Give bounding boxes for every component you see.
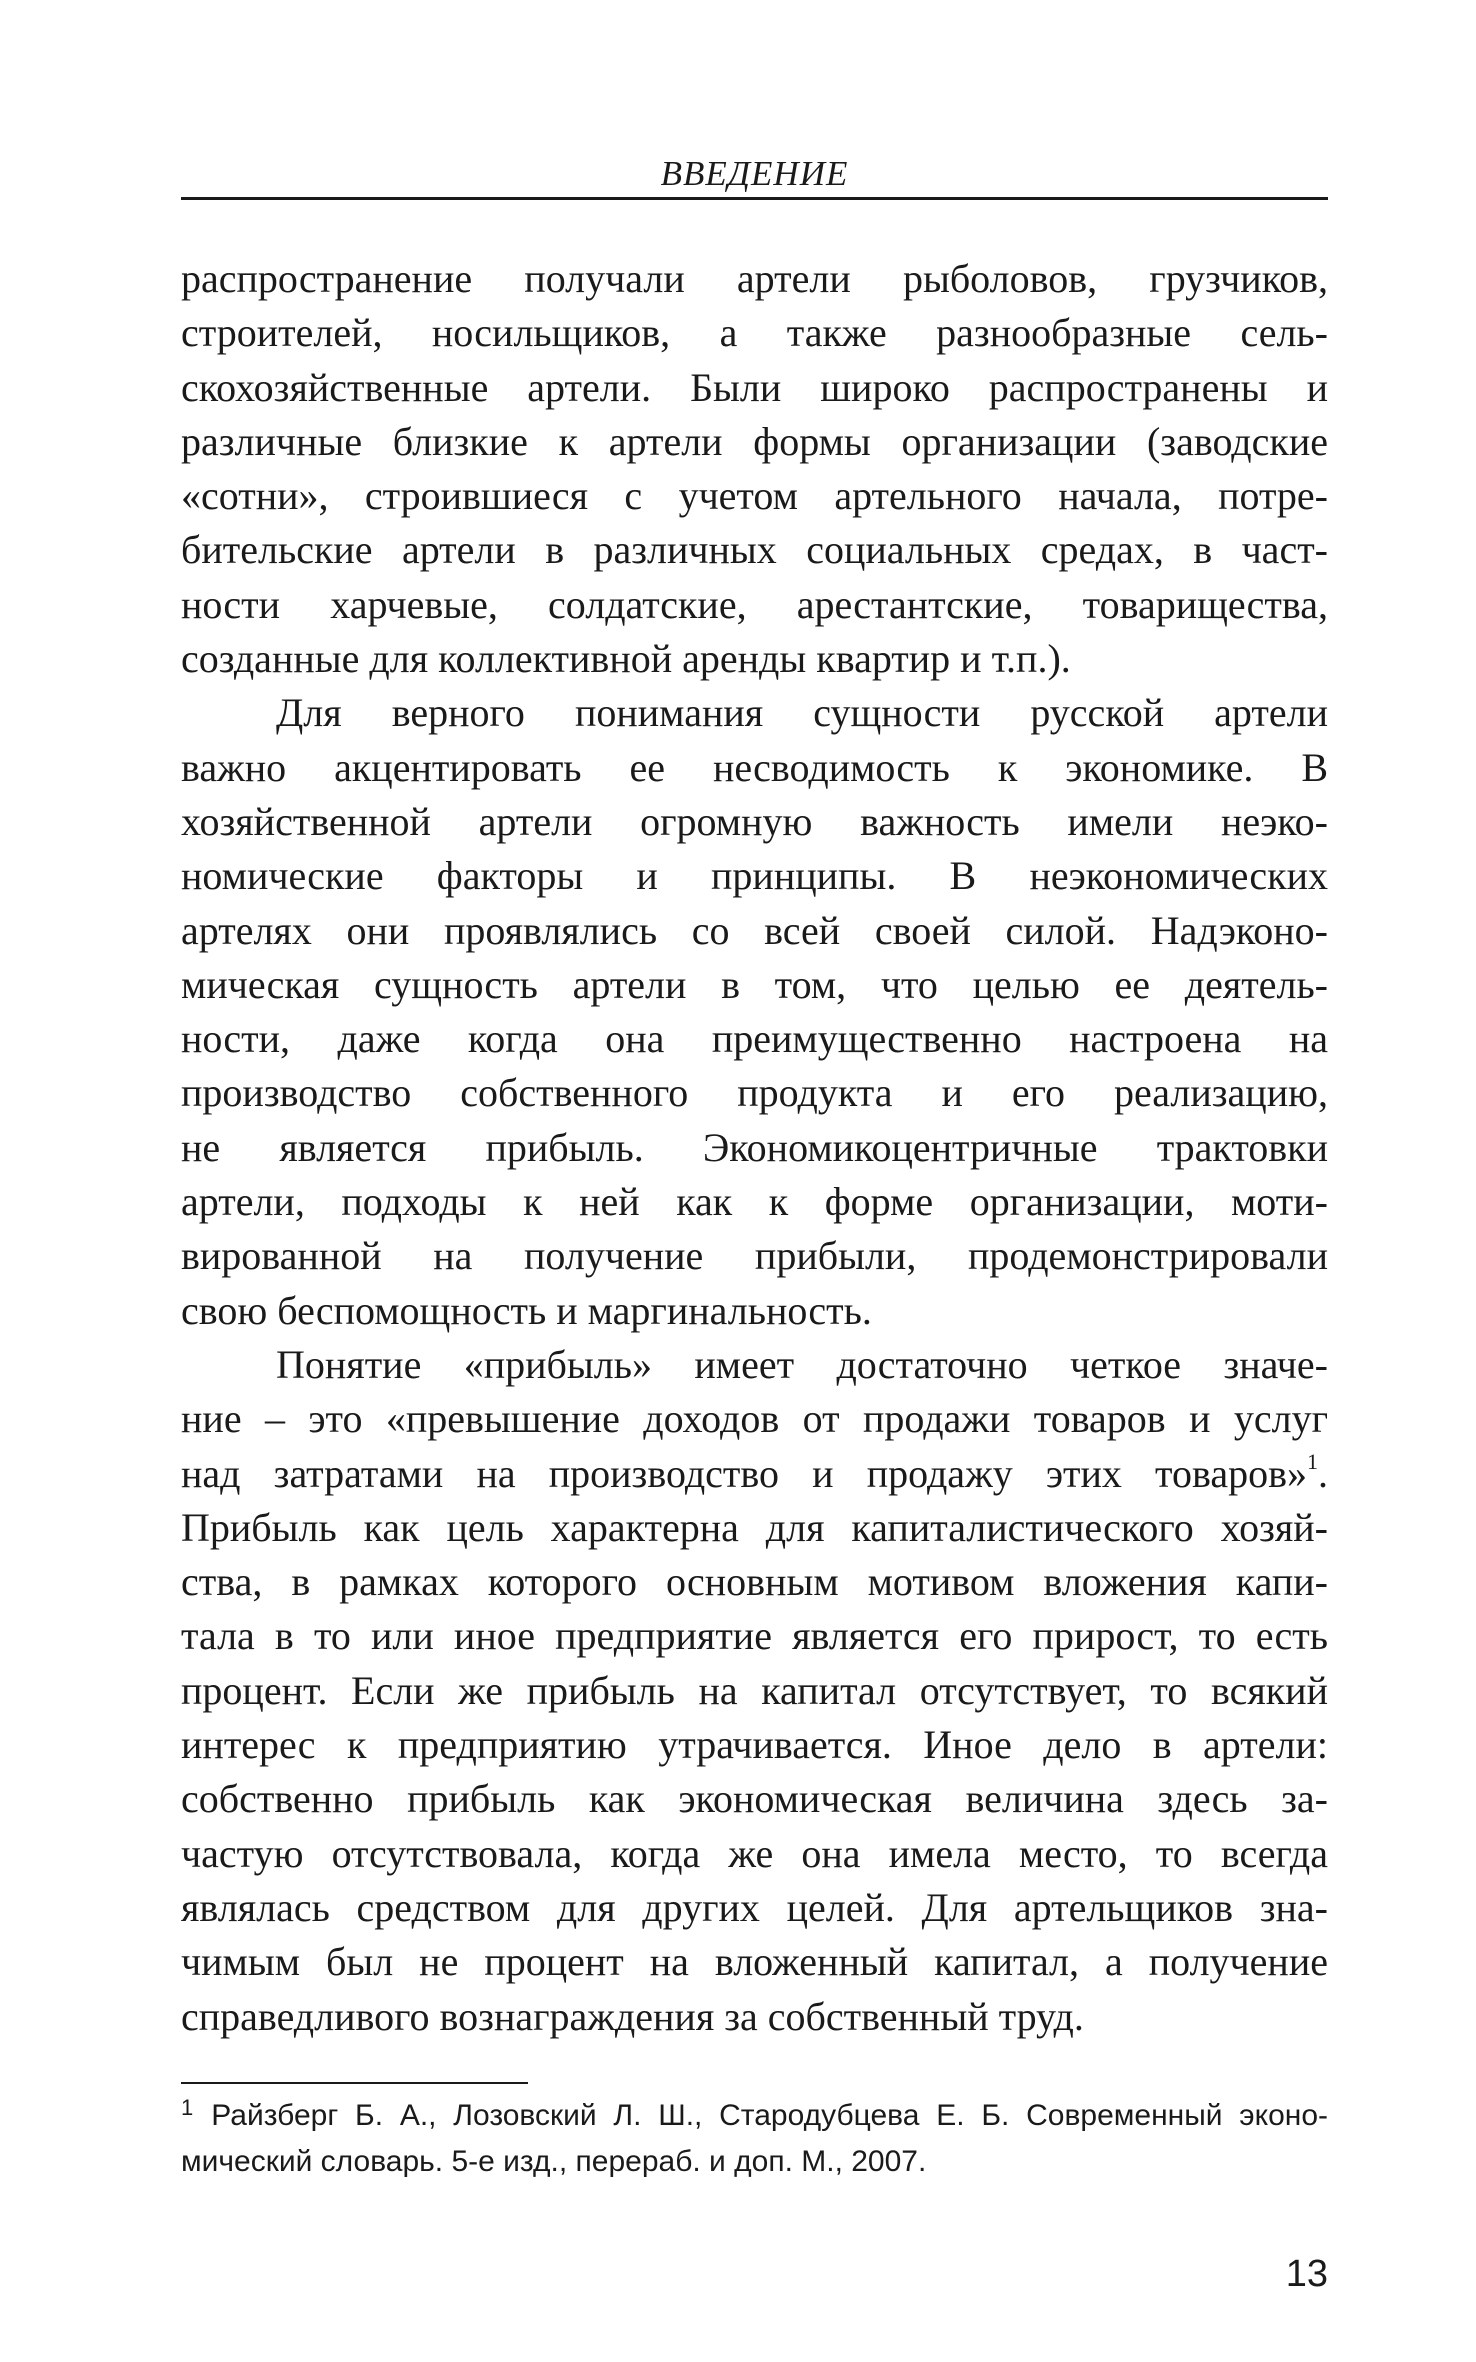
text-line: мическая сущность артели в том, что целью ее деятель- [181, 961, 1328, 1007]
text-line: созданные для коллективной аренды квартир и т.п.). [181, 636, 1071, 682]
text-line: не является прибыль. Экономикоцентричные трактовки [181, 1124, 1328, 1170]
text-line: распространение получали артели рыболовов, грузчиков, [181, 256, 1328, 301]
footnote-reference: 1 [1307, 1448, 1318, 1474]
running-header: ВВЕДЕНИЕ [660, 154, 849, 193]
text-line: вированной на получение прибыли, продемонстрировали [181, 1233, 1328, 1279]
text-line-with-footnote-ref [181, 1447, 1328, 1501]
footnote-line: мический словарь. 5-е изд., перераб. и доп. М., 2007. [181, 2145, 927, 2178]
text-line: интерес к предприятию утрачивается. Иное дело в артели: [181, 1722, 1328, 1768]
text-line: Понятие «прибыль» имеет достаточно четкое значе- [276, 1341, 1328, 1387]
header-rule [181, 197, 1328, 200]
text-line: различные близкие к артели формы организации (заводские [181, 418, 1328, 464]
text-line: тала в то или иное предприятие является его прирост, то есть [181, 1613, 1328, 1659]
text-line: процент. Если же прибыль на капитал отсутствует, то всякий [181, 1667, 1328, 1713]
text-line: артелях они проявлялись со всей своей силой. Надэконо- [181, 907, 1328, 953]
text-line: важно акцентировать ее несводимость к экономике. В [181, 744, 1328, 790]
text-line: свою беспомощность и маргинальность. [181, 1287, 872, 1333]
text-line: скохозяйственные артели. Были широко распространены и [181, 364, 1328, 410]
footnote-text: Райзберг Б. А., Лозовский Л. Ш., Стародубцева Е. Б. Современный эконо- [211, 2099, 1328, 2132]
text-line: чимым был не процент на вложенный капитал, а получение [181, 1939, 1328, 1985]
paragraph-1 [181, 252, 1328, 686]
text-line: ности харчевые, солдатские, арестантские, товарищества, [181, 581, 1328, 627]
paragraph-2 [181, 686, 1328, 1338]
text-line: хозяйственной артели огромную важность имели неэко- [181, 798, 1328, 844]
text-line: производство собственного продукта и его реализацию, [181, 1070, 1328, 1116]
footnote-rule [181, 2082, 528, 2084]
text-segment: над затратами на производство и продажу этих товаров» [181, 1450, 1307, 1496]
text-line: частую отсутствовала, когда же она имела место, то всегда [181, 1830, 1328, 1876]
text-line: являлась средством для других целей. Для артельщиков зна- [181, 1884, 1328, 1930]
body-text [181, 252, 1328, 2044]
paragraph-3 [181, 1338, 1328, 2044]
text-line: ности, даже когда она преимущественно настроена на [181, 1016, 1328, 1062]
text-line: Для верного понимания сущности русской артели [276, 690, 1328, 736]
footnote-marker: 1 [181, 2095, 194, 2120]
text-line: справедливого вознаграждения за собственный труд. [181, 1993, 1084, 2039]
book-page [181, 0, 1328, 2362]
text-line: собственно прибыль как экономическая величина здесь за- [181, 1776, 1328, 1822]
text-line: Прибыль как цель характерна для капиталистического хозяй- [181, 1504, 1328, 1550]
page-number: 13 [1285, 2253, 1328, 2295]
text-line: бительские артели в различных социальных средах, в част- [181, 527, 1328, 573]
text-line: артели, подходы к ней как к форме организации, моти- [181, 1179, 1328, 1225]
text-line: «сотни», строившиеся с учетом артельного начала, потре- [181, 473, 1328, 519]
footnote-line [181, 2094, 1328, 2140]
footnote [181, 2094, 1328, 2184]
text-line: номические факторы и принципы. В неэкономических [181, 853, 1328, 899]
text-line: строителей, носильщиков, а также разнообразные сель- [181, 310, 1328, 356]
text-segment: . [1318, 1450, 1328, 1496]
text-line: ние – это «превышение доходов от продажи товаров и услуг [181, 1396, 1328, 1442]
text-line: ства, в рамках которого основным мотивом вложения капи- [181, 1559, 1328, 1605]
